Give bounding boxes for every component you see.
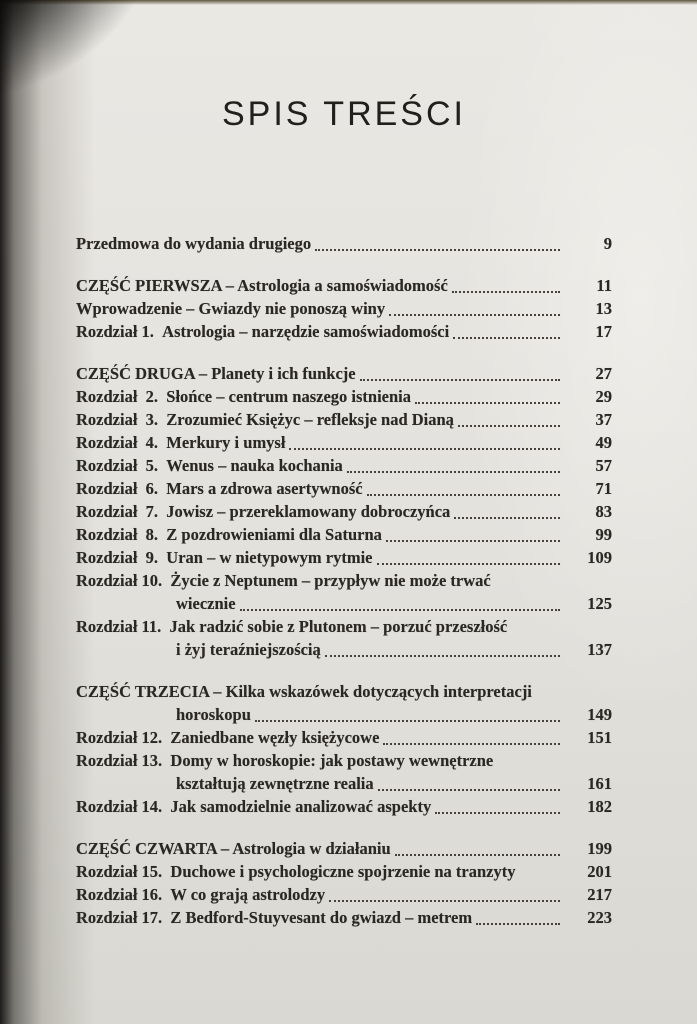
toc-entry <box>76 477 612 500</box>
dot-leader <box>315 232 560 251</box>
page-number: 161 <box>587 774 612 794</box>
toc-row <box>76 523 612 546</box>
dot-leader <box>325 638 560 657</box>
page-number: 27 <box>595 364 612 384</box>
page-number: 83 <box>595 502 612 522</box>
dot-leader <box>454 500 560 519</box>
page-number: 13 <box>595 299 612 319</box>
toc-entry <box>76 906 612 929</box>
entry-text: Przedmowa do wydania drugiego <box>76 234 312 254</box>
toc-row <box>76 638 612 661</box>
toc-row <box>76 454 612 477</box>
toc-entry <box>76 883 612 906</box>
page-title: SPIS TREŚCI <box>222 95 466 133</box>
dot-leader <box>520 860 561 879</box>
dot-leader <box>329 883 560 902</box>
entry-text: Rozdział 15. Duchowe i psychologiczne spojrzenie na tranzyty <box>76 862 516 882</box>
dot-leader <box>458 408 560 427</box>
page-content <box>76 0 612 929</box>
dot-leader <box>476 906 560 925</box>
toc-row <box>76 906 612 929</box>
toc-row <box>76 385 612 408</box>
page-number: 9 <box>603 234 612 254</box>
toc-entry <box>76 726 612 749</box>
toc-row <box>76 860 612 883</box>
toc-entry <box>76 795 612 818</box>
dot-leader <box>240 592 560 611</box>
dot-leader <box>452 274 560 293</box>
page-number: 137 <box>587 640 612 660</box>
entry-text: i żyj teraźniejszością <box>176 640 321 660</box>
toc-row <box>76 703 612 726</box>
entry-text: Rozdział 17. Z Bedford-Stuyvesant do gwiazd – metrem <box>76 908 473 928</box>
toc-entry <box>76 320 612 343</box>
toc-row <box>76 795 612 818</box>
entry-text: Rozdział 14. Jak samodzielnie analizować aspekty <box>76 797 432 817</box>
entry-text: Rozdział 7. Jowisz – przereklamowany dobroczyńca <box>76 502 451 522</box>
entry-text: kształtują zewnętrzne realia <box>176 774 374 794</box>
dot-leader <box>255 703 560 722</box>
toc-entry <box>76 546 612 569</box>
entry-text: CZĘŚĆ TRZECIA – Kilka wskazówek dotyczących interpretacji <box>76 682 532 702</box>
page-number: 223 <box>587 908 612 928</box>
page-number: 29 <box>595 387 612 407</box>
dot-leader <box>415 385 560 404</box>
toc-row <box>76 320 612 343</box>
toc-entry <box>76 385 612 408</box>
page-number: 71 <box>595 479 612 499</box>
toc-row <box>76 726 612 749</box>
entry-text: Rozdział 2. Słońce – centrum naszego istnienia <box>76 387 412 407</box>
toc-entry <box>76 297 612 320</box>
toc-entry <box>76 680 612 726</box>
page-number: 57 <box>595 456 612 476</box>
page-number: 109 <box>587 548 612 568</box>
toc-row <box>76 749 612 772</box>
page-number: 182 <box>587 797 612 817</box>
dot-leader <box>386 523 560 542</box>
toc-entry <box>76 431 612 454</box>
toc-entry <box>76 837 612 860</box>
toc-section <box>76 680 612 818</box>
dot-leader <box>453 320 560 339</box>
dot-leader <box>435 795 560 814</box>
page-number: 199 <box>587 839 612 859</box>
page-number: 125 <box>587 594 612 614</box>
dot-leader <box>383 726 560 745</box>
entry-text: CZĘŚĆ CZWARTA – Astrologia w działaniu <box>76 839 391 859</box>
toc-section <box>76 232 612 255</box>
page-number: 151 <box>587 728 612 748</box>
toc-section <box>76 362 612 661</box>
page-number: 11 <box>596 276 612 296</box>
toc-row <box>76 772 612 795</box>
toc-entry <box>76 232 612 255</box>
toc-entry <box>76 615 612 661</box>
entry-text: Rozdział 16. W co grają astrolodzy <box>76 885 326 905</box>
toc-row <box>76 592 612 615</box>
entry-text: Rozdział 5. Wenus – nauka kochania <box>76 456 343 476</box>
page-number: 49 <box>595 433 612 453</box>
entry-text: Rozdział 4. Merkury i umysł <box>76 433 286 453</box>
dot-leader <box>378 772 560 791</box>
page-number: 37 <box>595 410 612 430</box>
page-number: 149 <box>587 705 612 725</box>
toc-row <box>76 546 612 569</box>
toc-row <box>76 883 612 906</box>
toc-entry <box>76 408 612 431</box>
toc-row <box>76 408 612 431</box>
dot-leader <box>289 431 560 450</box>
entry-text: Rozdział 12. Zaniedbane węzły księżycowe <box>76 728 380 748</box>
entry-text: Rozdział 6. Mars a zdrowa asertywność <box>76 479 363 499</box>
toc-entry <box>76 454 612 477</box>
toc-row <box>76 477 612 500</box>
toc-list <box>76 232 612 929</box>
entry-text: CZĘŚĆ PIERWSZA – Astrologia a samoświadomość <box>76 276 448 296</box>
toc-row <box>76 274 612 297</box>
entry-text: wiecznie <box>176 594 236 614</box>
toc-entry <box>76 749 612 795</box>
toc-row <box>76 362 612 385</box>
entry-text: Rozdział 11. Jak radzić sobie z Plutonem – porzuć przeszłość <box>76 617 508 637</box>
toc-section <box>76 837 612 929</box>
entry-text: Rozdział 8. Z pozdrowieniami dla Saturna <box>76 525 382 545</box>
toc-entry <box>76 860 612 883</box>
toc-entry <box>76 569 612 615</box>
page-number: 17 <box>595 322 612 342</box>
dot-leader <box>347 454 560 473</box>
entry-text: horoskopu <box>176 705 251 725</box>
entry-text: CZĘŚĆ DRUGA – Planety i ich funkcje <box>76 364 356 384</box>
entry-text: Wprowadzenie – Gwiazdy nie ponoszą winy <box>76 299 386 319</box>
dot-leader <box>395 837 560 856</box>
toc-row <box>76 500 612 523</box>
dot-leader <box>389 297 560 316</box>
entry-text: Rozdział 10. Życie z Neptunem – przypływ nie może trwać <box>76 571 491 591</box>
toc-row <box>76 680 612 703</box>
entry-text: Rozdział 9. Uran – w nietypowym rytmie <box>76 548 373 568</box>
toc-entry <box>76 274 612 297</box>
toc-row <box>76 297 612 320</box>
page-number: 99 <box>595 525 612 545</box>
page-number: 201 <box>587 862 612 882</box>
toc-entry <box>76 500 612 523</box>
dot-leader <box>377 546 560 565</box>
toc-section <box>76 274 612 343</box>
toc-row <box>76 232 612 255</box>
toc-row <box>76 431 612 454</box>
toc-row <box>76 837 612 860</box>
toc-row <box>76 615 612 638</box>
toc-row <box>76 569 612 592</box>
entry-text: Rozdział 13. Domy w horoskopie: jak postawy wewnętrzne <box>76 751 494 771</box>
entry-text: Rozdział 3. Zrozumieć Księżyc – refleksje nad Dianą <box>76 410 454 430</box>
entry-text: Rozdział 1. Astrologia – narzędzie samoświadomości <box>76 322 450 342</box>
dot-leader <box>367 477 560 496</box>
toc-entry <box>76 523 612 546</box>
page-number: 217 <box>587 885 612 905</box>
toc-entry <box>76 362 612 385</box>
dot-leader <box>360 362 560 381</box>
